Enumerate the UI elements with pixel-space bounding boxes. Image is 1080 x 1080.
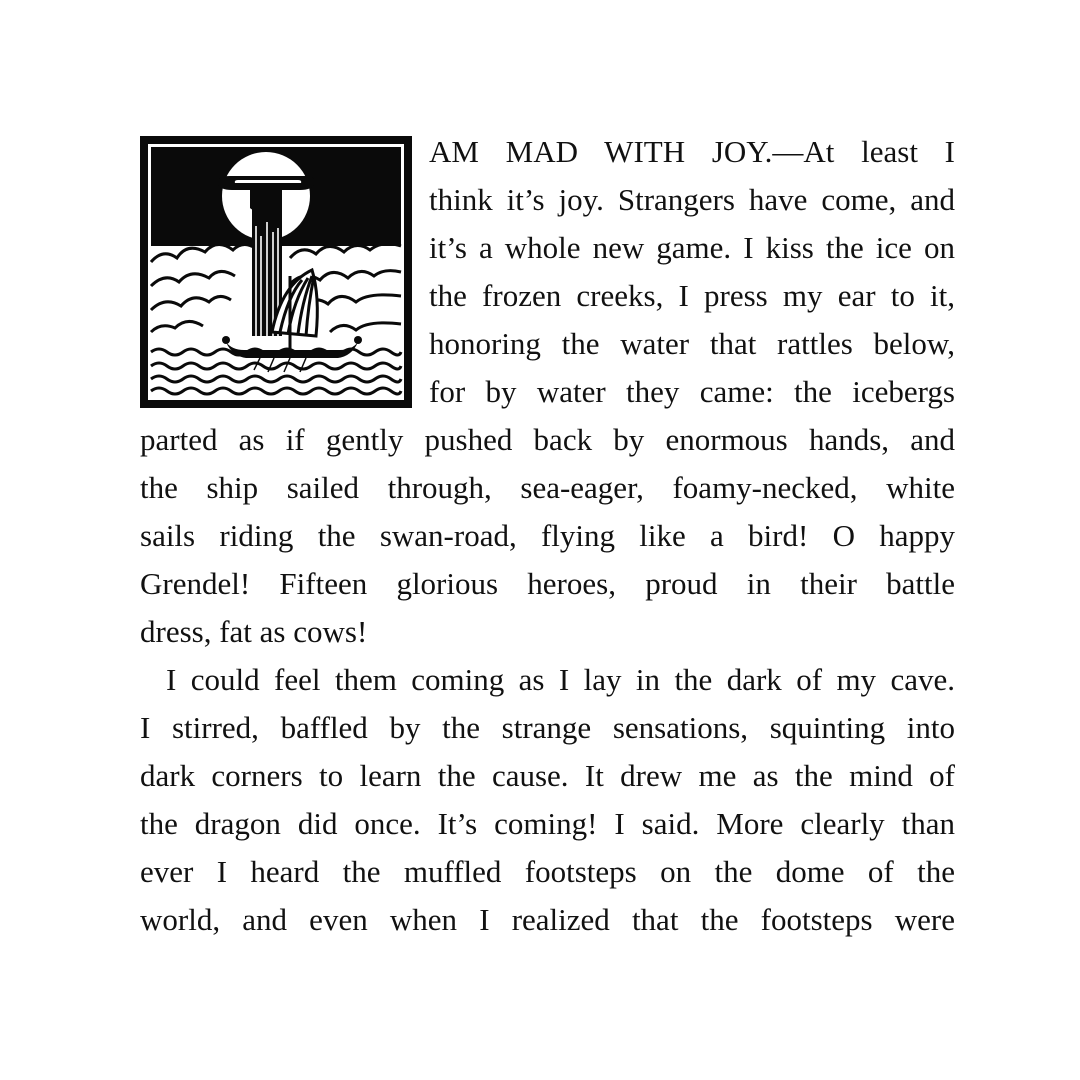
text-line: the ship sailed through, sea-eager, foamy-necked, white [140, 470, 955, 505]
text-line: honoring the water that rattles below, [429, 326, 955, 361]
text-line: I could feel them coming as I lay in the dark of my cave. [166, 662, 955, 697]
text-line: dress, fat as cows! [140, 614, 368, 649]
text-line: world, and even when I realized that the footsteps were [140, 902, 955, 937]
text-line: sails riding the swan-road, flying like a bird! O happy [140, 518, 955, 553]
text-line: Grendel! Fifteen glorious heroes, proud in their battle [140, 566, 955, 601]
text-line: AM MAD WITH JOY.—At least I [429, 134, 955, 169]
paragraph-2 [140, 656, 955, 944]
book-page [140, 128, 955, 944]
text-line: the dragon did once. It’s coming! I said. More clearly than [140, 806, 955, 841]
text-line: for by water they came: the icebergs [429, 374, 955, 409]
text-line: ever I heard the muffled footsteps on the dome of the [140, 854, 955, 889]
text-line: think it’s joy. Strangers have come, and [429, 182, 955, 217]
text-line: parted as if gently pushed back by enormous hands, and [140, 422, 955, 457]
illustrated-dropcap-ship-icon [140, 136, 412, 408]
text-line: the frozen creeks, I press my ear to it, [429, 278, 955, 313]
text-line: I stirred, baffled by the strange sensations, squinting into [140, 710, 955, 745]
text-line: dark corners to learn the cause. It drew me as the mind of [140, 758, 955, 793]
text-line: it’s a whole new game. I kiss the ice on [429, 230, 955, 265]
